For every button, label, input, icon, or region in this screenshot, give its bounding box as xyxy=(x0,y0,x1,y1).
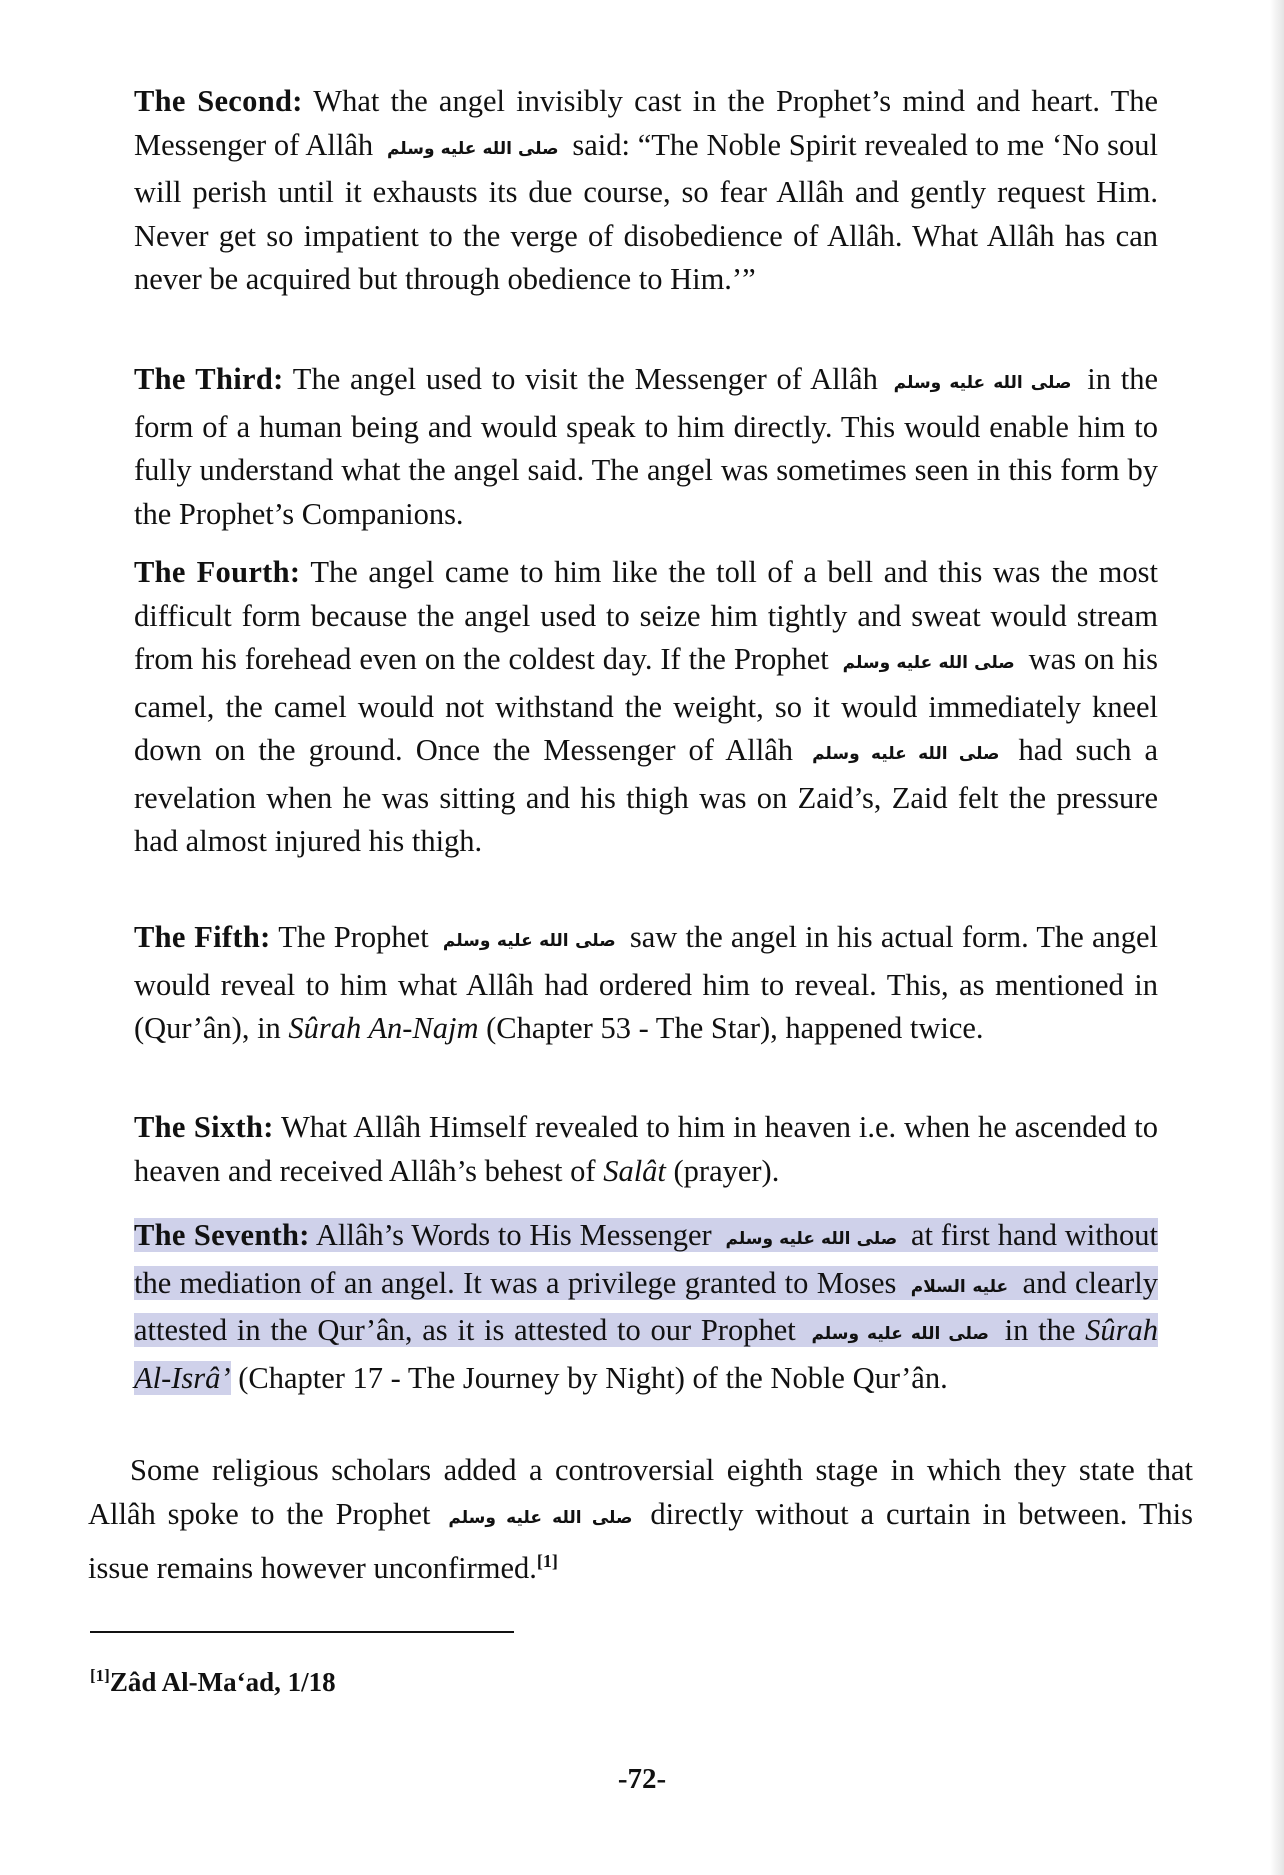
paragraph-sixth xyxy=(134,1106,1158,1193)
surah-name: Sûrah Al-Isrâ’ xyxy=(134,1313,1158,1395)
salutation-arabic: صلى الله عليه وسلم xyxy=(811,1324,989,1344)
paragraph-label: The Third: xyxy=(134,362,284,396)
paragraph-text: at first hand without the mediation of an angel. It was a privilege granted to Moses xyxy=(134,1218,1158,1300)
footnote-divider xyxy=(90,1631,514,1633)
paragraph-label: The Second: xyxy=(134,84,303,118)
page-number: -72- xyxy=(617,1763,667,1795)
footnote xyxy=(90,1658,336,1700)
paragraph-text: and clearly attested in the Qur’ân, as it is attested to our Prophet xyxy=(134,1265,1158,1347)
footnote-reference[interactable]: [1] xyxy=(536,1551,558,1571)
salutation-arabic: صلى الله عليه وسلم xyxy=(812,744,1000,764)
paragraph-text: directly without a curtain in between. This issue remains however unconfirmed. xyxy=(88,1496,1194,1585)
paragraph-text: was on his camel, the camel would not withstand the weight, so it would immediately kneel down on the ground. Once the Messenger of Allâh xyxy=(134,642,1159,767)
salutation-arabic: صلى الله عليه وسلم xyxy=(448,1507,633,1528)
paragraph-text: The angel came to him like the toll of a bell and this was the most difficult form because the angel used to seize him tightly and sweat would stream from his forehead even on the coldest day. If the Prophet xyxy=(134,555,1158,676)
salutation-arabic: صلى الله عليه وسلم xyxy=(725,1229,898,1249)
paragraph-second xyxy=(134,80,1158,302)
salutation-moses-arabic: عليه السلام xyxy=(910,1276,1009,1297)
footnote-text: Zâd Al-Ma‘ad, 1/18 xyxy=(109,1667,336,1697)
salutation-arabic: صلى الله عليه وسلم xyxy=(442,931,616,951)
paragraph-text: What Allâh Himself revealed to him in heaven i.e. when he ascended to heaven and received Allâh’s behest of xyxy=(134,1110,1158,1188)
paragraph-label: The Fifth: xyxy=(134,920,271,954)
paragraph-text: in the form of a human being and would speak to him directly. This would enable him to fully understand what the angel said. The angel was sometimes seen in this form by the Prophet’s Companions. xyxy=(134,362,1159,531)
paragraph-third xyxy=(134,358,1158,536)
salutation-arabic: صلى الله عليه وسلم xyxy=(386,138,559,159)
footnote-mark: [1] xyxy=(90,1666,110,1685)
salutation-arabic: صلى الله عليه وسلم xyxy=(893,373,1072,393)
paragraph-text: had such a revelation when he was sitting and his thigh was on Zaid’s, Zaid felt the pressure had almost injured his thigh. xyxy=(134,733,1159,858)
paragraph-label: The Seventh: xyxy=(134,1218,310,1252)
paragraph-label: The Sixth: xyxy=(134,1110,274,1144)
paragraph-text: The angel used to visit the Messenger of Allâh xyxy=(283,362,878,396)
salat-term: Salât xyxy=(603,1153,666,1188)
surah-name: Sûrah An-Najm xyxy=(288,1011,479,1045)
paragraph-fourth xyxy=(134,551,1158,864)
paragraph-text: Allâh’s Words to His Messenger xyxy=(309,1218,712,1252)
paragraph-fifth xyxy=(134,916,1158,1051)
salutation-arabic: صلى الله عليه وسلم xyxy=(842,653,1015,673)
paragraph-eighth xyxy=(88,1449,1193,1591)
paragraph-text: (prayer). xyxy=(665,1153,780,1188)
paragraph-text: (Chapter 53 - The Star), happened twice. xyxy=(478,1011,984,1045)
paragraph-text: The Prophet xyxy=(270,920,429,954)
paragraph-text: in the xyxy=(1004,1313,1086,1347)
paragraph-text: saw the angel in his actual form. The angel would reveal to him what Allâh had ordered him to reveal. This, as mentioned in (Qur’ân), in xyxy=(134,920,1159,1045)
paragraph-text: Some religious scholars added a controversial eighth stage in which they state that Allâh spoke to the Prophet xyxy=(88,1453,1193,1531)
paragraph-seventh xyxy=(134,1214,1158,1400)
page-edge-shadow xyxy=(1270,0,1284,1875)
paragraph-text: said: “The Noble Spirit revealed to me ‘No soul will perish until it exhausts its due course, so fear Allâh and gently request Him. Never get so impatient to the verge of disobedience of Allâh. What Allâh has can never be acquired but through obedience to Him.’” xyxy=(134,127,1158,296)
paragraph-text: (Chapter 17 - The Journey by Night) of the Noble Qur’ân. xyxy=(230,1360,948,1395)
paragraph-text: What the angel invisibly cast in the Prophet’s mind and heart. The Messenger of Allâh xyxy=(134,84,1159,162)
paragraph-label: The Fourth: xyxy=(134,555,301,589)
